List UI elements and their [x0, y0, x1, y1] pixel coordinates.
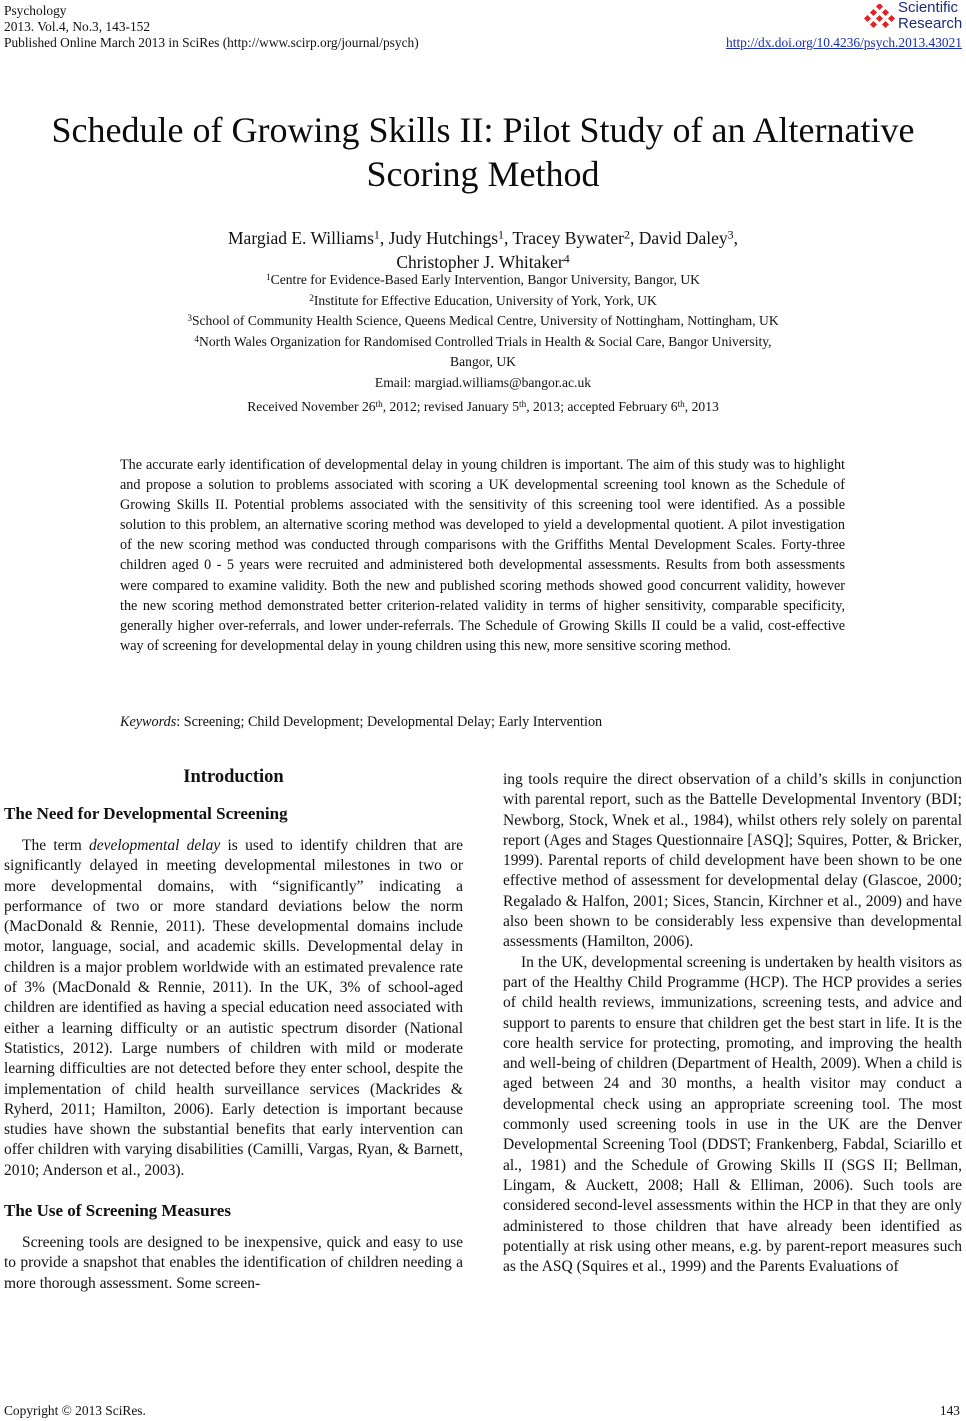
publisher-logo	[864, 0, 963, 36]
journal-header	[4, 3, 419, 51]
ordinal-suffix: th	[375, 398, 383, 409]
affiliation	[0, 311, 966, 332]
author: Judy Hutchings	[388, 228, 498, 248]
right-column	[503, 770, 962, 1277]
body-paragraph: In the UK, developmental screening is undertaken by health visitors as part of the Healthy Child Programme (HCP). The HCP provides a series of child health reviews, immunizations, screening tests, and advice and support to parents to ensure that children get the best start in life. It is the core health service for protecting, promoting, and improving the health and well-being of children (Department of Health, 2009). When a child is aged between 24 and 30 months, a health visitor may conduct a developmental check using an appropriate screening tool. The most commonly used screening tools in use in the UK are the Denver Developmental Screening Tool (DDST; Frankenberg, Fabdal, Sciarillo et al., 1981) and the Schedule of Growing Skills II (SGS II; Bellman, Lingam, & Auckett, 2008; Hall & Elliman, 2006). Such tools are considered second-level assessments within the HCP in that they are only administered to those children that have already been identified as potentially at risk using other means, e.g. by parent-report measures such as the ASQ (Squires et al., 1999) and the Parents Evaluations of	[503, 953, 962, 1276]
affiliation	[0, 291, 966, 312]
author-separator: ,	[733, 228, 738, 248]
accepted-text: , 2013; accepted February 6	[526, 399, 678, 414]
ordinal-suffix: th	[677, 398, 685, 409]
keywords-list: : Screening; Child Development; Developmental Delay; Early Intervention	[176, 714, 603, 730]
author-separator: ,	[379, 228, 389, 248]
section-heading-introduction: Introduction	[183, 767, 284, 787]
text-run: The term	[22, 837, 90, 854]
affiliation	[0, 270, 966, 291]
affiliation-text: School of Community Health Science, Queens Medical Centre, University of Nottingham, Nottingham, UK	[191, 313, 779, 328]
doi-link[interactable]: http://dx.doi.org/10.4236/psych.2013.43021	[726, 35, 962, 50]
author-affil-marker: 2	[624, 227, 630, 242]
ordinal-suffix: th	[519, 398, 527, 409]
year-text: , 2013	[684, 399, 719, 414]
abstract: The accurate early identification of developmental delay in young children is important. The aim of this study was to highlight and propose a solution to problems associated with scoring a UK developmental screening tool known as the Schedule of Growing Skills II. Potential problems associated with the sensitivity of this screening tool were identified. As a possible solution to this problem, an alternative scoring method was developed to yield a developmental quotient. A pilot investigation of the new scoring method was conducted through comparisons with the Griffiths Mental Development Scales. Forty-three children aged 0 - 5 years were recruited and administered both developmental assessments. Results from both assessments were compared to examine validity. Both the new and published scoring methods showed good concurrent validity, however the new scoring method demonstrated better criterion-related validity in terms of higher sensitivity, comparable specificity, generally higher over-referrals, and lower under-referrals. The Schedule of Growing Skills II could be a valid, cost-effective way of screening for developmental delay in young children using this new, more sensitive scoring method.	[120, 457, 845, 654]
received-dates	[0, 399, 966, 415]
copyright: Copyright © 2013 SciRes.	[4, 1403, 146, 1418]
title-line-2: Scoring Method	[366, 154, 600, 194]
affiliation-continued: Bangor, UK	[450, 354, 516, 369]
author: Christopher J. Whitaker	[396, 252, 564, 272]
logo-text-line1: Scientific	[898, 0, 959, 16]
affiliation-marker: 3	[187, 312, 192, 323]
subsection-heading: The Use of Screening Measures	[4, 1201, 231, 1221]
author: David Daley	[638, 228, 728, 248]
revised-text: , 2012; revised January 5	[382, 399, 520, 414]
affiliation-list	[0, 270, 966, 393]
affiliation-marker: 2	[309, 292, 314, 303]
author: Margiad E. Williams	[228, 228, 374, 248]
emphasized-term: developmental delay	[89, 837, 221, 854]
author-separator: ,	[503, 228, 513, 248]
author-affil-marker: 1	[498, 227, 504, 242]
received-text: Received November 26	[247, 399, 376, 414]
subsection-heading: The Need for Developmental Screening	[4, 804, 288, 823]
affiliation	[0, 332, 966, 353]
author-affil-marker: 1	[373, 227, 380, 242]
author: Tracey Bywater	[512, 228, 625, 248]
corresponding-email: Email: margiad.williams@bangor.ac.uk	[374, 374, 592, 390]
journal-volume: 2013. Vol.4, No.3, 143-152	[4, 19, 151, 34]
publication-info: Published Online March 2013 in SciRes (http://www.scirp.org/journal/psych)	[4, 35, 419, 50]
left-column	[4, 764, 463, 1294]
author-affil-marker: 4	[563, 251, 570, 266]
body-paragraph	[4, 836, 463, 1181]
affiliation-text: North Wales Organization for Randomised Controlled Trials in Health & Social Care, Bangor University,	[199, 333, 772, 349]
journal-name: Psychology	[4, 3, 67, 18]
logo-text-line2: Research	[898, 15, 963, 32]
affiliation-text: Institute for Effective Education, University of York, York, UK	[313, 292, 657, 308]
keywords-label: Keywords	[120, 714, 177, 730]
scientific-research-logo-icon	[864, 4, 896, 32]
body-paragraph: Screening tools are designed to be inexpensive, quick and easy to use to provide a snapshot that enables the identification of children needing a more thorough assessment. Some screen-	[4, 1234, 463, 1292]
authors-line-1	[0, 226, 966, 250]
author-list	[0, 226, 966, 274]
text-run: is used to identify children that are significantly delayed in meeting developmental milestones in two or more developmental domains, with “significantly” indicating a performance of two or more standard deviations below the norm (MacDonald & Rennie, 2011). These developmental domains include motor, language, social, and academic skills. Developmental delay in children is a major problem worldwide with an estimated prevalence rate of 3% (MacDonald & Rennie, 2011). In the UK, 3% of school-aged children are identified as having a special education need associated with either a learning difficulty or an autistic spectrum disorder (National Statistics, 2012). Large numbers of children with mild or moderate learning difficulties are not detected before they enter school, despite the implementation of child health surveillance services (Mackrides & Ryherd, 2011; Hamilton, 2006). Early detection is important because studies have shown the substantial benefits that early intervention can offer children with varying disabilities (Camilli, Vargas, Ryan, & Barnett, 2010; Anderson et al., 2003).	[4, 837, 463, 1179]
affiliation-marker: 4	[194, 333, 200, 344]
body-paragraph-continued: ing tools require the direct observation of a child’s skills in conjunction with parental report, such as the Battelle Developmental Inventory (BDI; Newborg, Stock, Wnek et al., 1984), whilst others rely solely on parental report (Ages and Stages Questionnaire [ASQ]; Squires, Potter, & Bricker, 1999). Parental reports of child development have been shown to be one effective method of assessment for developmental delay (Glascoe, 2000; Regalado & Halfon, 2001; Sices, Stancin, Kirchner et al., 2009) and have also been shown to be considerably less expensive than developmental assessments (Hamilton, 2006).	[503, 771, 962, 951]
paper-title	[0, 108, 966, 196]
affiliation-text: Centre for Evidence-Based Early Intervention, Bangor University, Bangor, UK	[270, 272, 700, 287]
page-number: 143	[939, 1403, 960, 1418]
title-line-1: Schedule of Growing Skills II: Pilot Study of an Alternative	[51, 110, 915, 150]
keywords	[120, 714, 845, 731]
affiliation-marker: 1	[266, 271, 271, 282]
author-separator: ,	[629, 228, 639, 248]
author-affil-marker: 3	[727, 227, 734, 242]
